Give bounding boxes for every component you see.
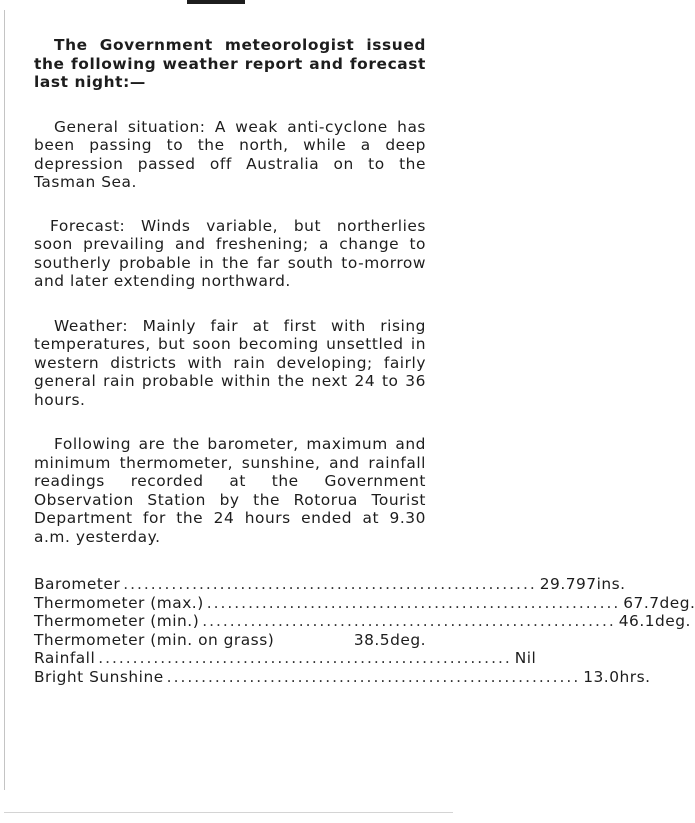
reading-value: 46.1deg. <box>618 612 691 631</box>
forecast-paragraph: Forecast: Winds variable, but northerlies soon prevailing and freshening; a change to southerly probable in the far south to-morrow and later extending northward. <box>34 216 426 290</box>
leader-dots: ............................................................ <box>166 667 581 686</box>
reading-row <box>34 631 426 650</box>
reading-value: 38.5deg. <box>353 630 426 649</box>
reading-row <box>34 575 626 594</box>
reading-label: Thermometer (max.) <box>34 593 204 612</box>
reading-row <box>34 612 691 631</box>
reading-label: Barometer <box>34 575 121 593</box>
reading-value: 13.0hrs. <box>583 667 651 686</box>
reading-label: Bright Sunshine <box>34 667 164 686</box>
readings-intro-paragraph: Following are the barometer, maximum and minimum thermometer, sunshine, and rainfall readings recorded at the Government Observation Station by the Rotorua Tourist Department for the 24 hours ended at 9.30 a.m. yesterday. <box>34 435 426 546</box>
reading-value: 29.797ins. <box>539 575 626 593</box>
leader-dots: ............................................................ <box>98 649 512 668</box>
leader-dots: ............................................................ <box>123 575 537 593</box>
article-intro: The Government meteorologist issued the following weather report and forecast last night:— <box>34 36 426 91</box>
general-situation-paragraph: General situation: A weak anti-cyclone has been passing to the north, while a deep depression passed off Australia on to the Tasman Sea. <box>34 117 426 191</box>
reading-value: Nil <box>514 649 537 668</box>
reading-value: 67.7deg. <box>623 593 695 612</box>
leader-dots: ............................................................ <box>206 593 621 612</box>
column-edge <box>4 10 5 790</box>
leader-dots: ............................................................ <box>202 612 616 631</box>
readings-table <box>34 575 695 687</box>
column-rule <box>187 0 245 4</box>
reading-label: Rainfall <box>34 649 96 668</box>
reading-row <box>34 593 695 613</box>
reading-row <box>34 667 651 687</box>
weather-report-article <box>34 36 695 687</box>
weather-paragraph: Weather: Mainly fair at first with rising temperatures, but soon becoming unsettled in western districts with rain developing; fairly general rain probable within the next 24 to 36 hours. <box>34 316 426 409</box>
reading-label: Thermometer (min. on grass) <box>34 630 275 649</box>
reading-label: Thermometer (min.) <box>34 612 200 631</box>
reading-row <box>34 649 537 668</box>
clipping-bottom-edge <box>4 812 453 813</box>
